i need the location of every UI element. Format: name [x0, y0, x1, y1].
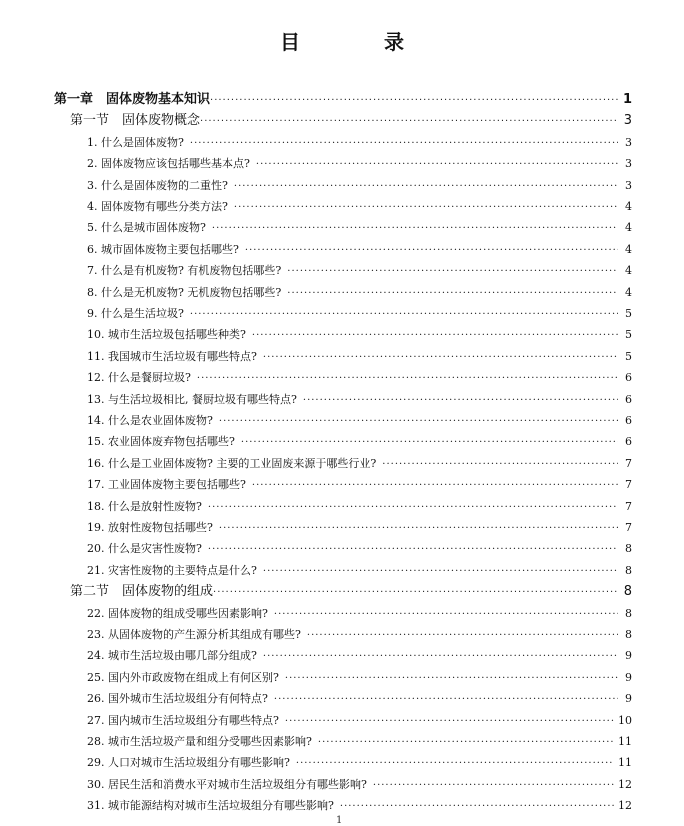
toc-page-number: 3 [625, 157, 632, 171]
toc-page-number: 5 [625, 349, 632, 363]
toc-label: 26. 国外城市生活垃圾组分有何特点? [87, 692, 268, 706]
leader-dots [274, 604, 618, 625]
toc-label: 4. 固体废物有哪些分类方法? [87, 200, 228, 213]
leader-dots [200, 111, 618, 132]
leader-dots [340, 796, 614, 817]
toc-item [87, 346, 632, 367]
toc-label: 21. 灾害性废物的主要特点是什么? [87, 563, 257, 577]
leader-dots [263, 561, 618, 582]
toc-item [87, 239, 632, 260]
leader-dots [307, 625, 618, 646]
toc-page-number: 6 [625, 414, 632, 427]
toc-label: 第一节 固体废物概念 [70, 113, 201, 129]
toc-item [87, 303, 632, 324]
toc-item [87, 752, 632, 773]
toc-item [87, 774, 632, 795]
toc-item [87, 496, 632, 517]
leader-dots [256, 154, 618, 175]
leader-dots [252, 325, 618, 346]
leader-dots [285, 668, 618, 689]
leader-dots [263, 646, 618, 667]
leader-dots [382, 454, 618, 475]
toc-label: 27. 国内城市生活垃圾组分有哪些特点? [87, 713, 279, 727]
toc-page-number: 9 [625, 692, 632, 706]
leader-dots [285, 711, 614, 732]
page-title: 目 录 [280, 30, 436, 54]
toc-item [87, 474, 632, 495]
toc-page-number: 8 [625, 606, 632, 620]
toc-item [87, 324, 632, 345]
toc-page-number: 3 [625, 178, 632, 192]
toc-item [87, 624, 632, 645]
toc-label: 9. 什么是生活垃圾? [87, 307, 184, 320]
toc-label: 19. 放射性废物包括哪些? [87, 521, 213, 534]
leader-dots [213, 582, 618, 603]
toc-page-number: 12 [618, 799, 632, 813]
toc-page-number: 4 [625, 200, 632, 213]
toc-page-number: 11 [618, 756, 632, 770]
toc-chapter [54, 89, 632, 110]
toc-item [87, 517, 632, 538]
leader-dots [208, 497, 618, 518]
toc-page-number: 7 [625, 499, 632, 513]
leader-dots [190, 133, 618, 154]
toc-page-number: 1 [622, 92, 632, 107]
toc-label: 12. 什么是餐厨垃圾? [87, 371, 191, 385]
toc-page-number: 8 [625, 542, 632, 556]
toc-item [87, 196, 632, 217]
toc-page-number: 7 [625, 521, 632, 534]
leader-dots [274, 689, 618, 710]
toc-item [87, 710, 632, 731]
toc-page-number: 4 [625, 221, 632, 235]
toc-label: 23. 从固体废物的产生源分析其组成有哪些? [87, 628, 301, 641]
toc-item [87, 367, 632, 388]
toc-page-number: 7 [625, 478, 632, 492]
leader-dots [219, 518, 618, 539]
toc-label: 8. 什么是无机废物? 无机废物包括哪些? [87, 285, 282, 299]
toc-item [87, 260, 632, 281]
toc-label: 第一章 固体废物基本知识 [54, 92, 211, 107]
toc-page-number: 3 [625, 135, 632, 149]
toc-label: 7. 什么是有机废物? 有机废物包括哪些? [87, 264, 282, 278]
toc-page-number: 8 [623, 584, 632, 600]
page-number: 1 [336, 815, 343, 826]
toc-label: 31. 城市能源结构对城市生活垃圾组分有哪些影响? [87, 799, 334, 813]
toc-label: 10. 城市生活垃圾包括哪些种类? [87, 328, 246, 342]
leader-dots [234, 197, 618, 218]
toc-label: 15. 农业固体废弃物包括哪些? [87, 435, 235, 449]
toc-label: 17. 工业固体废物主要包括哪些? [87, 478, 246, 492]
toc-page-number: 8 [625, 563, 632, 577]
toc-section [70, 581, 632, 602]
toc-page-number: 8 [625, 628, 632, 641]
toc-label: 29. 人口对城市生活垃圾组分有哪些影响? [87, 756, 290, 770]
toc-page-number: 5 [625, 328, 632, 342]
toc-label: 14. 什么是农业固体废物? [87, 414, 213, 427]
toc-page-number: 6 [625, 435, 632, 449]
toc-item [87, 731, 632, 752]
toc-label: 30. 居民生活和消费水平对城市生活垃圾组分有哪些影响? [87, 777, 367, 791]
toc-item [87, 217, 632, 238]
leader-dots [210, 90, 618, 111]
leader-dots [318, 732, 614, 753]
toc-label: 22. 固体废物的组成受哪些因素影响? [87, 606, 268, 620]
toc-label: 1. 什么是固体废物? [87, 135, 184, 149]
toc-item [87, 645, 632, 666]
toc-page-number: 4 [625, 264, 632, 278]
leader-dots [208, 539, 618, 560]
toc-item [87, 538, 632, 559]
toc-page-number: 4 [625, 242, 632, 256]
toc-label: 2. 固体废物应该包括哪些基本点? [87, 157, 250, 171]
toc-label: 28. 城市生活垃圾产量和组分受哪些因素影响? [87, 735, 312, 748]
toc-item [87, 688, 632, 709]
toc-page-number: 11 [618, 735, 632, 748]
toc-page-number: 9 [625, 670, 632, 684]
toc-item [87, 389, 632, 410]
toc-page-number: 7 [625, 456, 632, 470]
toc-section [70, 110, 632, 131]
toc-item [87, 560, 632, 581]
toc-item [87, 795, 632, 816]
leader-dots [241, 432, 618, 453]
leader-dots [263, 347, 618, 368]
leader-dots [219, 411, 618, 432]
leader-dots [287, 261, 618, 282]
leader-dots [287, 283, 618, 304]
toc-item [87, 603, 632, 624]
toc-item [87, 153, 632, 174]
toc-item [87, 132, 632, 153]
toc-label: 24. 城市生活垃圾由哪几部分组成? [87, 649, 257, 663]
toc-label: 16. 什么是工业固体废物? 主要的工业固废来源于哪些行业? [87, 456, 377, 470]
toc-page-number: 12 [618, 777, 632, 791]
toc-label: 20. 什么是灾害性废物? [87, 542, 202, 556]
toc-item [87, 175, 632, 196]
toc-item [87, 667, 632, 688]
leader-dots [190, 304, 618, 325]
leader-dots [373, 775, 614, 796]
toc-page-number: 9 [625, 649, 632, 663]
toc-page-number: 6 [625, 371, 632, 385]
leader-dots [252, 475, 618, 496]
toc-label: 3. 什么是固体废物的二重性? [87, 178, 228, 192]
toc-label: 11. 我国城市生活垃圾有哪些特点? [87, 349, 257, 363]
toc-page-number: 6 [625, 392, 632, 406]
toc-label: 6. 城市固体废物主要包括哪些? [87, 242, 239, 256]
toc-label: 18. 什么是放射性废物? [87, 499, 202, 513]
toc-page-number: 5 [625, 307, 632, 320]
toc-page-number: 10 [618, 713, 632, 727]
leader-dots [245, 240, 618, 261]
toc-page-number: 3 [623, 113, 632, 129]
toc-item [87, 431, 632, 452]
toc-item [87, 453, 632, 474]
toc-label: 5. 什么是城市固体废物? [87, 221, 206, 235]
leader-dots [303, 390, 618, 411]
toc-label: 13. 与生活垃圾相比, 餐厨垃圾有哪些特点? [87, 392, 297, 406]
leader-dots [212, 218, 618, 239]
leader-dots [234, 176, 618, 197]
toc-item [87, 282, 632, 303]
toc-label: 第二节 固体废物的组成 [70, 584, 214, 600]
toc-label: 25. 国内外市政废物在组成上有何区别? [87, 670, 279, 684]
leader-dots [296, 753, 614, 774]
leader-dots [197, 368, 618, 389]
toc-page-number: 4 [625, 285, 632, 299]
toc-item [87, 410, 632, 431]
